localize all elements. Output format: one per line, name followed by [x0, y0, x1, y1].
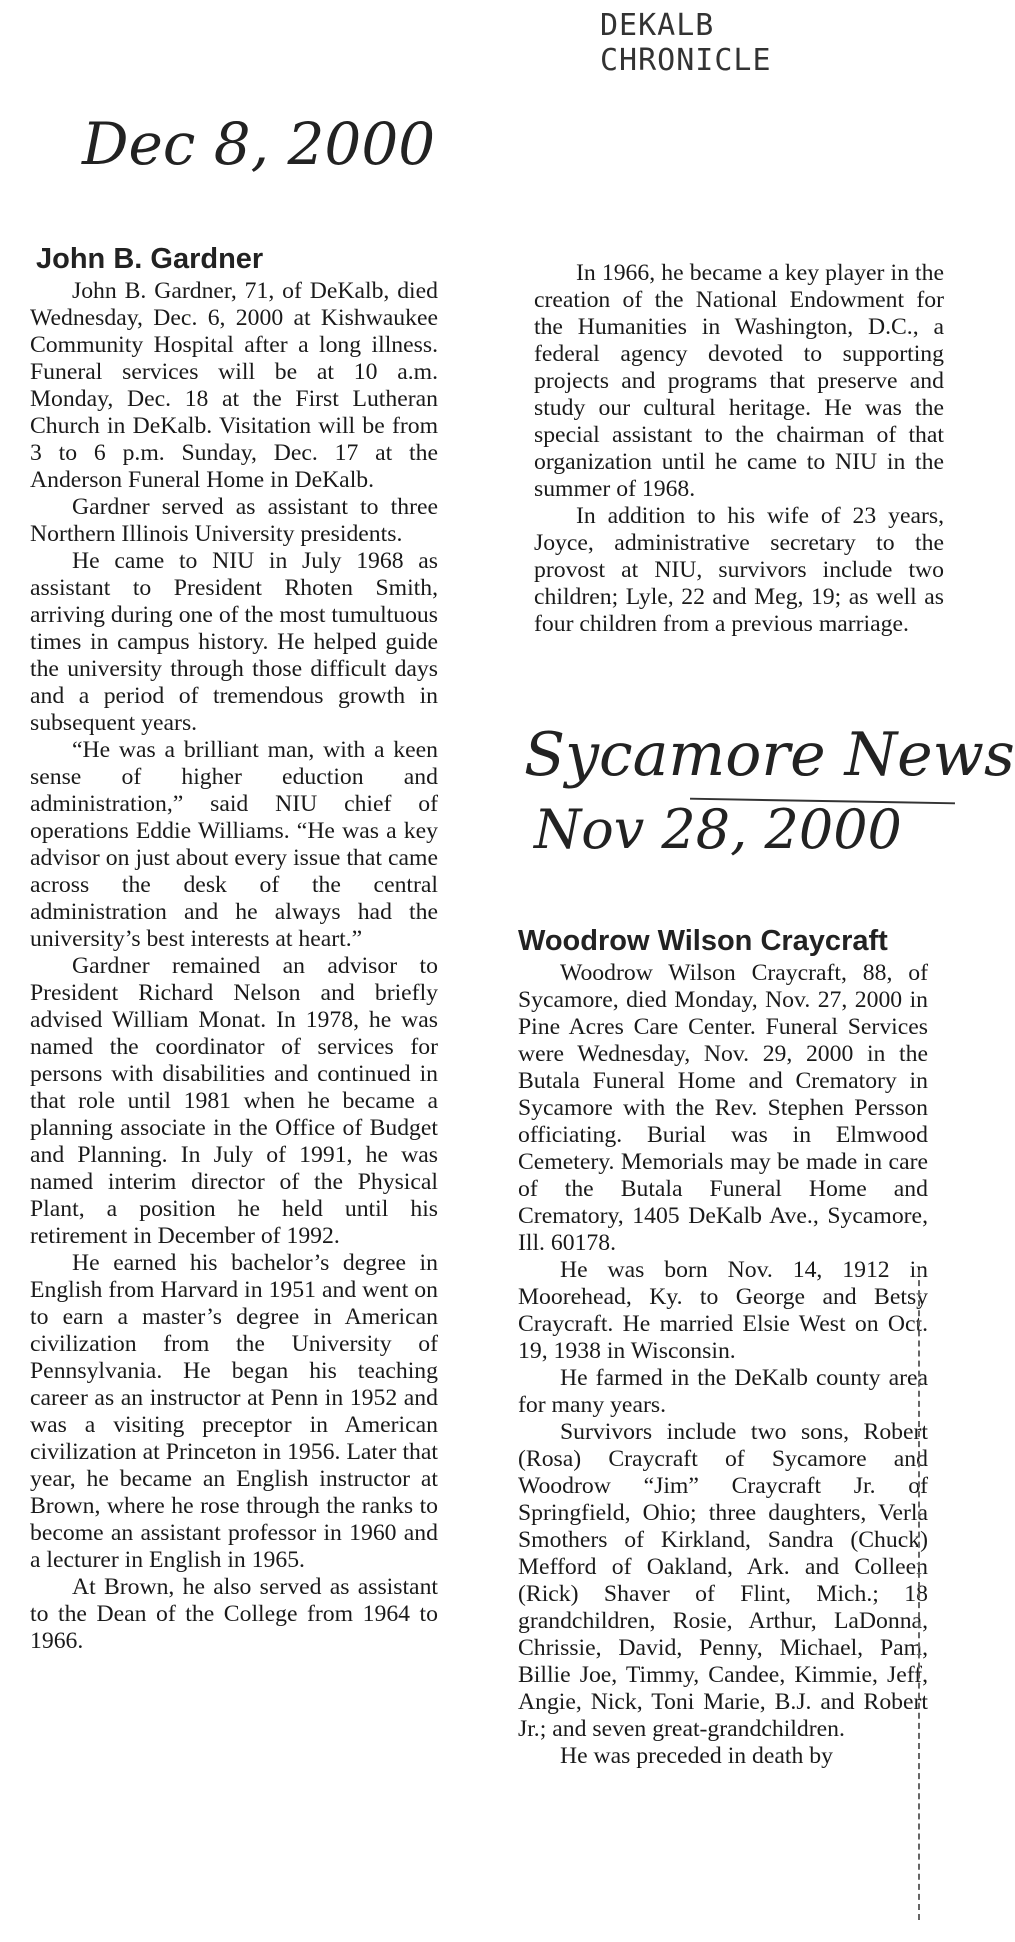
- handwritten-date-left: Dec 8, 2000: [82, 110, 436, 178]
- newspaper-stamp: DEKALB CHRONICLE: [600, 8, 772, 78]
- craycraft-paragraph: He was born Nov. 14, 1912 in Moorehead, Ky. to George and Betsy Craycraft. He married Elsie West on Oct. 19, 1938 in Wisconsin.: [518, 1257, 928, 1364]
- clipping-edge-dashed-line: [918, 1270, 920, 1920]
- gardner-paragraph: John B. Gardner, 71, of DeKalb, died Wednesday, Dec. 6, 2000 at Kishwaukee Community Hospital after a long illness. Funeral services will be at 10 a.m. Monday, Dec. 18 at the First Lutheran Church in DeKalb. Visitation will be from 3 to 6 p.m. Sunday, Dec. 17 at the Anderson Funeral Home in DeKalb.: [30, 278, 438, 493]
- craycraft-paragraph: He farmed in the DeKalb county area for many years.: [518, 1365, 928, 1418]
- gardner-paragraph: “He was a brilliant man, with a keen sense of higher eduction and administration,” said NIU chief of operations Eddie Williams. “He was a key advisor on just about every issue that came across the desk of the central administration and he always had the university’s best interests at heart.”: [30, 737, 438, 952]
- handwritten-paper-name: Sycamore News: [524, 720, 1015, 790]
- gardner-obituary-continued-column: [534, 260, 944, 638]
- craycraft-paragraph: He was preceded in death by: [560, 1743, 833, 1769]
- gardner-paragraph: Gardner served as assistant to three Northern Illinois University presidents.: [30, 494, 438, 547]
- gardner-obituary-column: [30, 240, 438, 1655]
- gardner-paragraph: Gardner remained an advisor to President Richard Nelson and briefly advised William Monat. In 1978, he was named the coordinator of services for persons with disabilities and continued in that role until 1981 when he became a planning associate in the Office of Budget and Planning. In July of 1991, he was named interim director of the Physical Plant, a position he held until his retirement in December of 1992.: [30, 953, 438, 1249]
- craycraft-paragraph: Woodrow Wilson Craycraft, 88, of Sycamore, died Monday, Nov. 27, 2000 in Pine Acres Care Center. Funeral Services were Wednesday, Nov. 29, 2000 in the Butala Funeral Home and Crematory in Sycamore with the Rev. Stephen Persson officiating. Burial was in Elmwood Cemetery. Memorials may be made in care of the Butala Funeral Home and Crematory, 1405 DeKalb Ave., Sycamore, Ill. 60178.: [518, 960, 928, 1256]
- gardner-continued-paragraph: In addition to his wife of 23 years, Joyce, administrative secretary to the provost at NIU, survivors include two children; Lyle, 22 and Meg, 19; as well as four children from a previous marriage.: [534, 503, 944, 637]
- obituary-title-craycraft: Woodrow Wilson Craycraft: [518, 925, 888, 957]
- gardner-continued-paragraph: In 1966, he became a key player in the creation of the National Endowment for the Humanities in Washington, D.C., a federal agency devoted to supporting projects and programs that preserve and study our cultural heritage. He was the special assistant to the chairman of that organization until he came to NIU in the summer of 1968.: [534, 260, 944, 502]
- handwritten-date-right: Nov 28, 2000: [534, 798, 902, 861]
- gardner-paragraph: He earned his bachelor’s degree in English from Harvard in 1951 and went on to earn a master’s degree in American civilization from the University of Pennsylvania. He began his teaching career as an instructor at Penn in 1952 and was a visiting preceptor in American civilization at Princeton in 1956. Later that year, he became an English instructor at Brown, where he rose through the ranks to become an assistant professor in 1960 and a lecturer in English in 1965.: [30, 1250, 438, 1573]
- craycraft-obituary-column: [518, 922, 928, 1770]
- gardner-paragraph: He came to NIU in July 1968 as assistant to President Rhoten Smith, arriving during one of the most tumultuous times in campus history. He helped guide the university through those difficult days and a period of tremendous growth in subsequent years.: [30, 548, 438, 736]
- obituary-title-gardner: John B. Gardner: [36, 243, 264, 275]
- craycraft-paragraph: Survivors include two sons, Robert (Rosa) Craycraft of Sycamore and Woodrow “Jim” Craycraft Jr. of Springfield, Ohio; three daughters, Verla Smothers of Kirkland, Sandra (Chuck) Mefford of Oakland, Ark. and Colleen (Rick) Shaver of Flint, Mich.; 18 grandchildren, Rosie, Arthur, LaDonna, Chrissie, David, Penny, Michael, Pam, Billie Joe, Timmy, Candee, Kimmie, Jeff, Angie, Nick, Toni Marie, B.J. and Robert Jr.; and seven great-grandchildren.: [518, 1419, 928, 1742]
- gardner-paragraph: At Brown, he also served as assistant to the Dean of the College from 1964 to 1966.: [30, 1574, 438, 1654]
